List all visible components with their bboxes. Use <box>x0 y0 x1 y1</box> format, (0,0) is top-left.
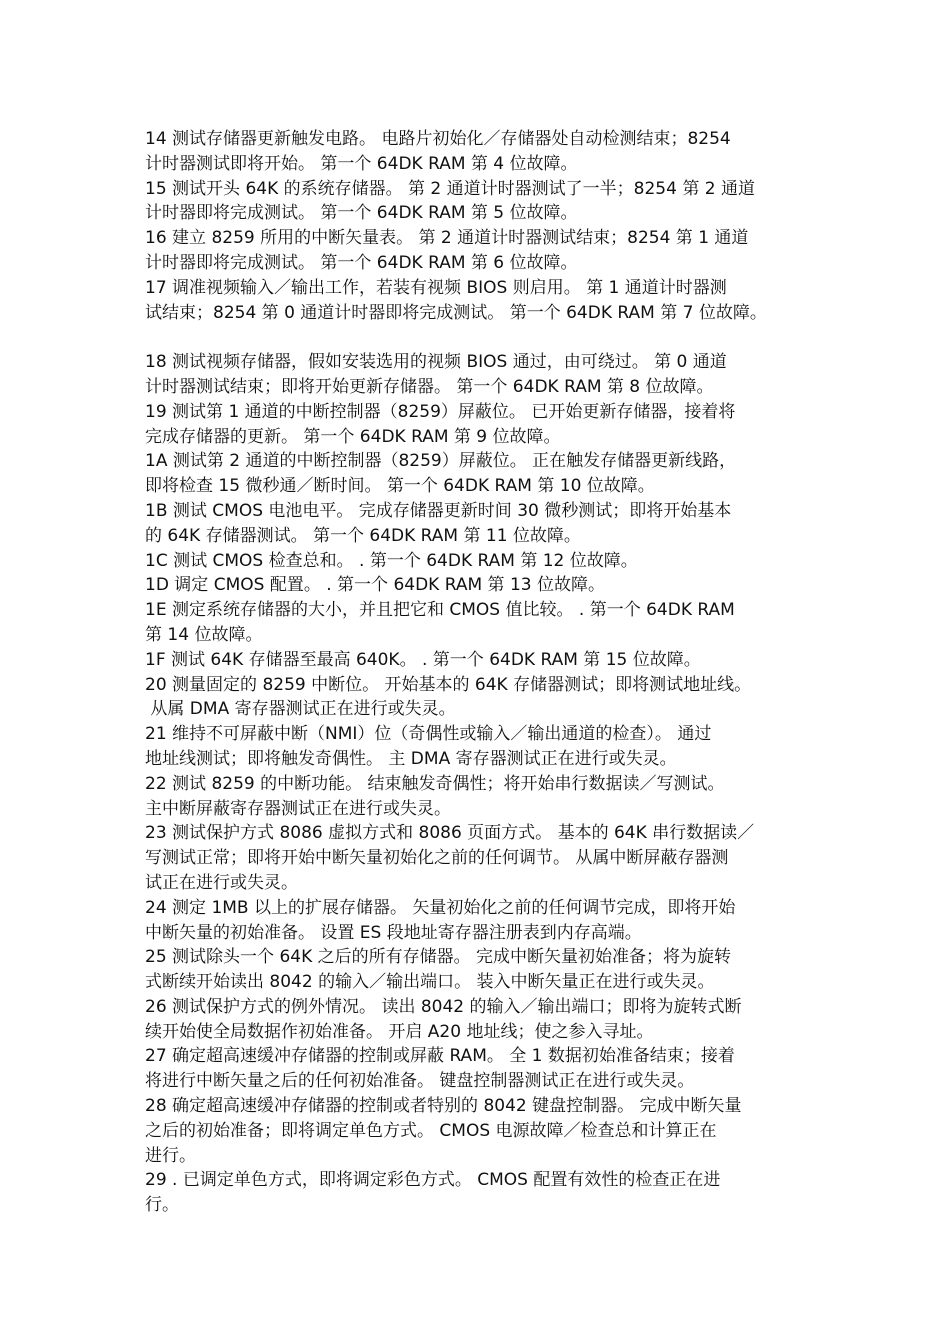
text-line: 29 . 已调定单色方式，即将调定彩色方式。 CMOS 配置有效性的检查正在进 <box>145 1170 721 1191</box>
text-line: 行。 <box>145 1195 179 1216</box>
text-line: 式断续开始读出 8042 的输入／输出端口。 装入中断矢量正在进行或失灵。 <box>145 972 715 993</box>
text-line: 19 测试第 1 通道的中断控制器（8259）屏蔽位。 已开始更新存储器，接着将 <box>145 401 736 422</box>
text-line: 1E 测定系统存储器的大小，并且把它和 CMOS 值比较。 . 第一个 64DK RAM <box>145 600 735 621</box>
text-line: 计时器测试结束；即将开始更新存储器。 第一个 64DK RAM 第 8 位故障。 <box>145 376 714 397</box>
text-line: 24 测定 1MB 以上的扩展存储器。 矢量初始化之前的任何调节完成，即将开始 <box>145 897 736 918</box>
document-body <box>145 127 815 1218</box>
text-line: 1D 调定 CMOS 配置。 . 第一个 64DK RAM 第 13 位故障。 <box>145 575 605 596</box>
text-line: 从属 DMA 寄存器测试正在进行或失灵。 <box>145 699 456 720</box>
text-line: 续开始使全局数据作初始准备。 开启 A20 地址线；使之参入寻址。 <box>145 1021 654 1042</box>
text-line: 计时器即将完成测试。 第一个 64DK RAM 第 5 位故障。 <box>145 203 578 224</box>
text-line: 中断矢量的初始准备。 设置 ES 段地址寄存器注册表到内存高端。 <box>145 922 642 943</box>
text-line: 28 确定超高速缓冲存储器的控制或者特别的 8042 键盘控制器。 完成中断矢量 <box>145 1096 742 1117</box>
text-line: 15 测试开头 64K 的系统存储器。 第 2 通道计时器测试了一半；8254 第 2 通道 <box>145 178 755 199</box>
text-line: 地址线测试；即将触发奇偶性。 主 DMA 寄存器测试正在进行或失灵。 <box>145 748 677 769</box>
text-line: 第 14 位故障。 <box>145 624 263 645</box>
text-line: 16 建立 8259 所用的中断矢量表。 第 2 通道计时器测试结束；8254 第 1 通道 <box>145 228 749 249</box>
text-line: 的 64K 存储器测试。 第一个 64DK RAM 第 11 位故障。 <box>145 525 581 546</box>
text-line: 计时器即将完成测试。 第一个 64DK RAM 第 6 位故障。 <box>145 252 578 273</box>
text-line: 17 调准视频输入／输出工作，若装有视频 BIOS 则启用。 第 1 通道计时器测 <box>145 277 727 298</box>
text-line: 写测试正常；即将开始中断矢量初始化之前的任何调节。 从属中断屏蔽存器测 <box>145 848 729 869</box>
text-line: 进行。 <box>145 1145 196 1166</box>
text-line: 1F 测试 64K 存储器至最高 640K。 . 第一个 64DK RAM 第 15 位故障。 <box>145 649 701 670</box>
text-line: 试正在进行或失灵。 <box>145 872 298 893</box>
text-line: 完成存储器的更新。 第一个 64DK RAM 第 9 位故障。 <box>145 426 561 447</box>
text-line: 27 确定超高速缓冲存储器的控制或屏蔽 RAM。 全 1 数据初始准备结束；接着 <box>145 1046 735 1067</box>
text-line: 1B 测试 CMOS 电池电平。 完成存储器更新时间 30 微秒测试；即将开始基本 <box>145 500 732 521</box>
text-line: 21 维持不可屏蔽中断（NMI）位（奇偶性或输入／输出通道的检查）。 通过 <box>145 724 712 745</box>
text-line: 将进行中断矢量之后的任何初始准备。 键盘控制器测试正在进行或失灵。 <box>145 1071 695 1092</box>
text-line: 25 测试除头一个 64K 之后的所有存储器。 完成中断矢量初始准备；将为旋转 <box>145 947 732 968</box>
text-line: 23 测试保护方式 8086 虚拟方式和 8086 页面方式。 基本的 64K 串行数据读／ <box>145 823 755 844</box>
text-line: 之后的初始准备；即将调定单色方式。 CMOS 电源故障／检查总和计算正在 <box>145 1120 717 1141</box>
text-line: 18 测试视频存储器，假如安装选用的视频 BIOS 通过，由可绕过。 第 0 通道 <box>145 352 727 373</box>
text-line: 20 测量固定的 8259 中断位。 开始基本的 64K 存储器测试；即将测试地址线。 <box>145 674 752 695</box>
text-line: 14 测试存储器更新触发电路。 电路片初始化／存储器处自动检测结束；8254 <box>145 129 731 149</box>
text-line: 计时器测试即将开始。 第一个 64DK RAM 第 4 位故障。 <box>145 153 578 174</box>
text-line: 1C 测试 CMOS 检查总和。 . 第一个 64DK RAM 第 12 位故障。 <box>145 550 638 571</box>
text-line: 试结束；8254 第 0 通道计时器即将完成测试。 第一个 64DK RAM 第 7 位故障。 <box>145 302 767 323</box>
text-line: 22 测试 8259 的中断功能。 结束触发奇偶性；将开始串行数据读／写测试。 <box>145 773 725 794</box>
text-line: 26 测试保护方式的例外情况。 读出 8042 的输入／输出端口；即将为旋转式断 <box>145 996 742 1017</box>
paragraph-gap <box>145 325 815 350</box>
text-line: 即将检查 15 微秒通／断时间。 第一个 64DK RAM 第 10 位故障。 <box>145 476 655 497</box>
text-line: 主中断屏蔽寄存器测试正在进行或失灵。 <box>145 798 451 819</box>
text-line: 1A 测试第 2 通道的中断控制器（8259）屏蔽位。 正在触发存储器更新线路， <box>145 451 737 472</box>
